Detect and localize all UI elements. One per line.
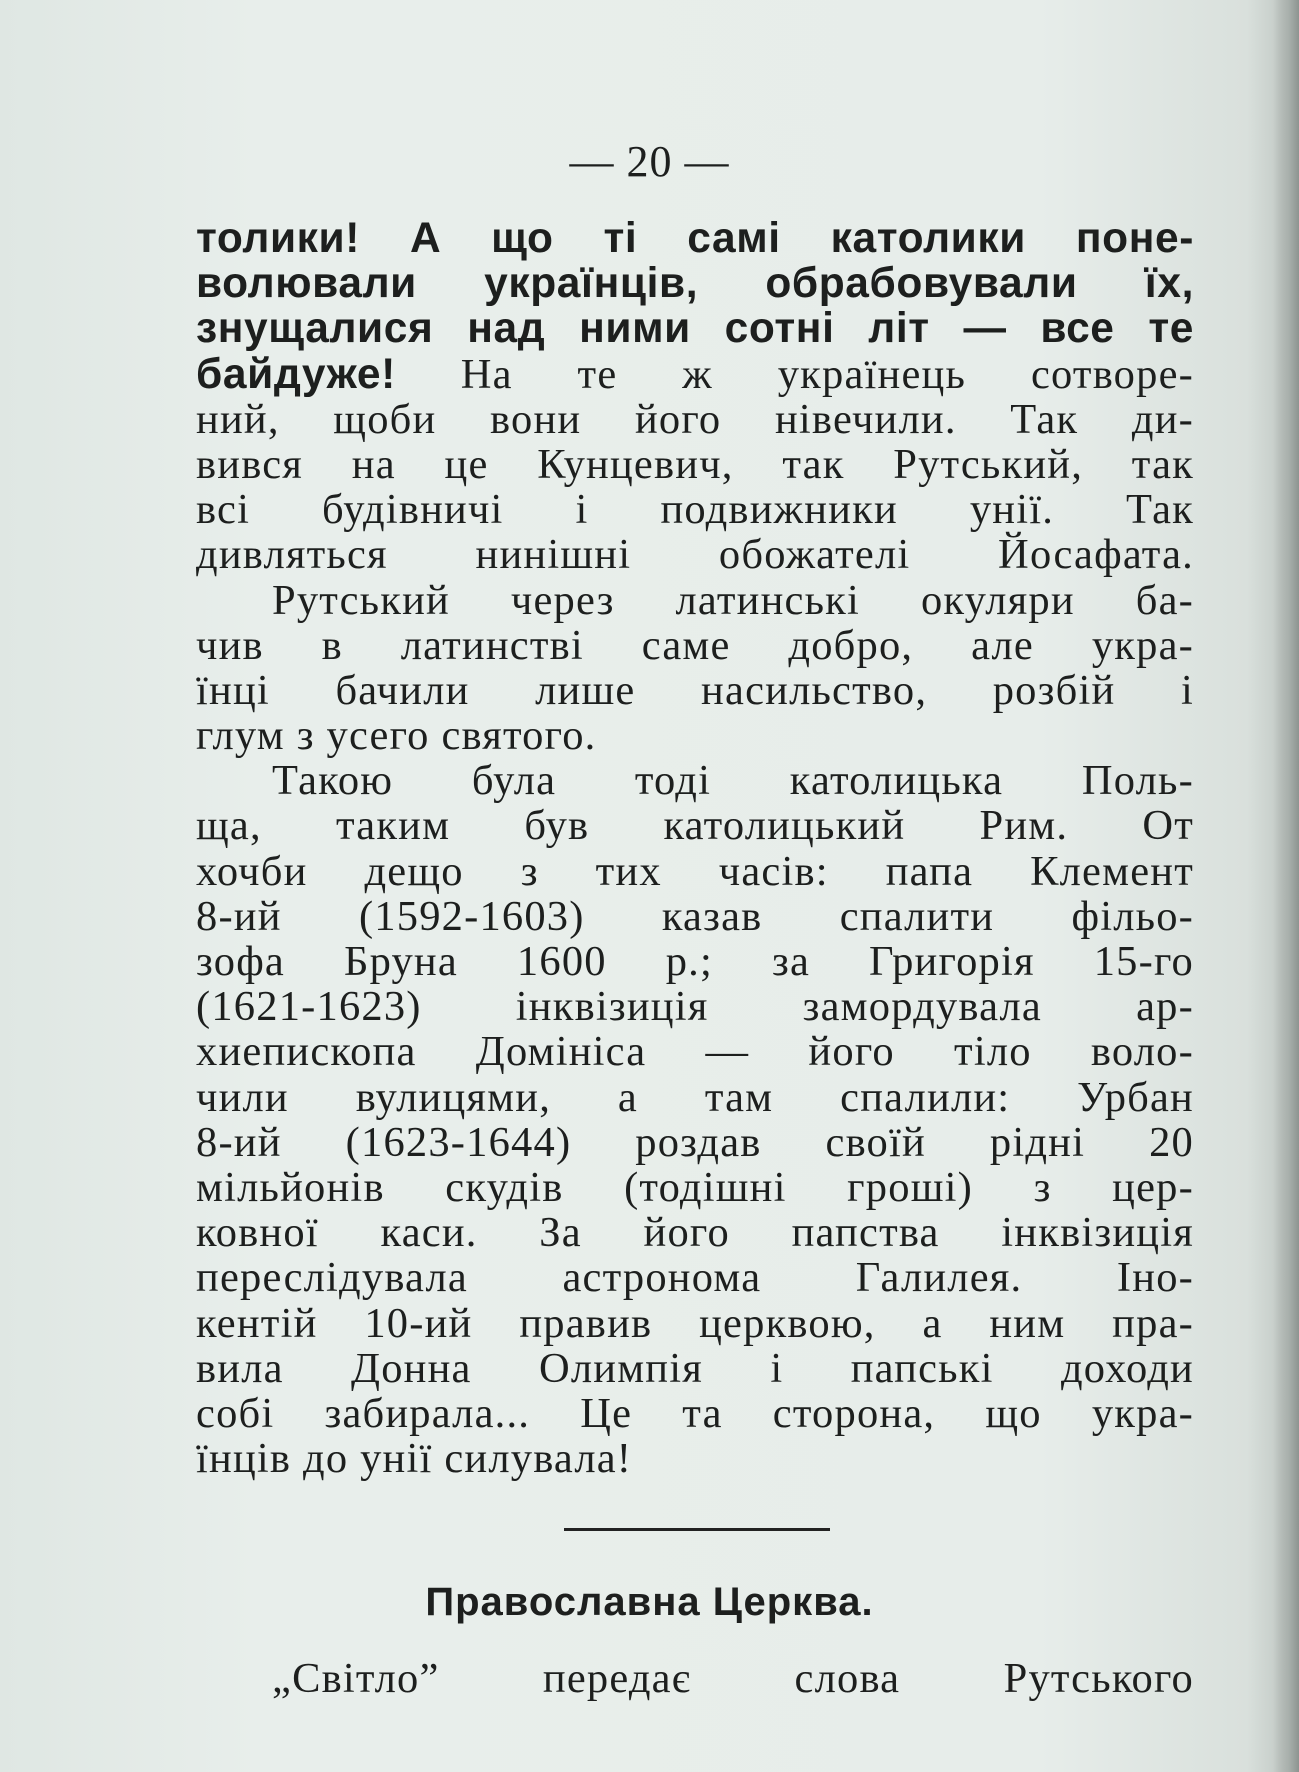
regular-text: ща, таким був католицький Рим. От bbox=[196, 802, 1194, 850]
regular-text: мільйонів скудів (тодішні гроші) з цер- bbox=[196, 1163, 1194, 1211]
regular-text: (1621-1623) інквізиція замордувала ар- bbox=[196, 983, 1194, 1031]
text-line-3 bbox=[196, 306, 1194, 351]
text-line-14 bbox=[196, 803, 1194, 848]
text-line-7 bbox=[196, 487, 1194, 532]
bold-text: волювали українців, обрабовували їх, bbox=[196, 260, 1194, 308]
regular-text: глум з усего святого. bbox=[196, 712, 597, 760]
text-line-5 bbox=[196, 397, 1194, 442]
text-line-25 bbox=[196, 1301, 1194, 1346]
page-number: — 20 — bbox=[569, 137, 730, 186]
text-line-26 bbox=[196, 1346, 1194, 1391]
regular-text: всі будівничі і подвижники унії. Так bbox=[196, 486, 1194, 534]
regular-text: 8-ий (1623-1644) роздав своїй рідні 20 bbox=[196, 1118, 1194, 1166]
text-line-23 bbox=[196, 1210, 1194, 1255]
regular-text: дивляться нинішні обожателі Йосафата. bbox=[196, 531, 1194, 579]
regular-text: Рутський через латинські окуляри ба- bbox=[272, 576, 1194, 624]
regular-text: зофа Бруна 1600 р.; за Григорія 15-го bbox=[196, 938, 1194, 985]
regular-text: вила Донна Олимпія і папські доходи bbox=[196, 1344, 1194, 1392]
text-line-18 bbox=[196, 984, 1194, 1029]
regular-text: їнців до унії силувала! bbox=[196, 1435, 633, 1483]
text-line-11 bbox=[196, 668, 1194, 713]
text-line-8 bbox=[196, 532, 1194, 577]
regular-text: ний, щоби вони його нівечили. Так ди- bbox=[196, 395, 1194, 443]
bold-text: знущалися над ними сотні літ — все те bbox=[196, 305, 1194, 353]
regular-text: їнці бачили лише насильство, розбій і bbox=[196, 666, 1194, 714]
section-divider bbox=[564, 1528, 830, 1531]
text-line-28 bbox=[196, 1436, 1194, 1481]
text-line-27 bbox=[196, 1391, 1194, 1436]
regular-text: хиепископа Домініса — його тіло воло- bbox=[196, 1028, 1194, 1076]
text-line-19 bbox=[196, 1029, 1194, 1074]
section-heading: Православна Церква. bbox=[425, 1580, 874, 1624]
regular-text: На те ж українець сотворе- bbox=[395, 350, 1194, 398]
text-line-1 bbox=[196, 216, 1194, 261]
text-line-13 bbox=[196, 758, 1194, 803]
text-line-4 bbox=[196, 352, 1194, 397]
body-text bbox=[196, 216, 1194, 1481]
text-line-15 bbox=[196, 849, 1194, 894]
text-line-10 bbox=[196, 623, 1194, 668]
bold-text: байдуже! bbox=[196, 350, 396, 398]
bold-text: толики! А що ті самі католики поне- bbox=[196, 215, 1194, 262]
paragraph-first-line: „Світло” передає слова Рутського bbox=[272, 1655, 1194, 1702]
regular-text: кентій 10-ий правив церквою, а ним пра- bbox=[196, 1299, 1194, 1347]
text-line-16 bbox=[196, 894, 1194, 939]
text-line-9 bbox=[196, 578, 1194, 623]
text-line-2 bbox=[196, 261, 1194, 306]
text-line-22 bbox=[196, 1165, 1194, 1210]
text-line-6 bbox=[196, 442, 1194, 487]
regular-text: собі забирала... Це та сторона, що укра- bbox=[196, 1389, 1194, 1437]
regular-text: хочби дещо з тих часів: папа Клемент bbox=[196, 847, 1194, 895]
page-edge-shadow bbox=[1273, 0, 1299, 1772]
regular-text: переслідувала астронома Галилея. Іно- bbox=[196, 1254, 1194, 1302]
regular-text: чив в латинстві саме добро, але укра- bbox=[196, 621, 1194, 669]
regular-text: Такою була тоді католицька Поль- bbox=[272, 757, 1194, 805]
text-line-20 bbox=[196, 1075, 1194, 1120]
regular-text: чили вулицями, а там спалили: Урбан bbox=[196, 1073, 1194, 1121]
text-line-24 bbox=[196, 1255, 1194, 1300]
regular-text: 8-ий (1592-1603) казав спалити фільо- bbox=[196, 892, 1194, 940]
text-line-12 bbox=[196, 713, 1194, 758]
text-line-21 bbox=[196, 1120, 1194, 1165]
regular-text: ковної каси. За його папства інквізиція bbox=[196, 1209, 1194, 1257]
text-line-17 bbox=[196, 939, 1194, 984]
regular-text: вився на це Кунцевич, так Рутський, так bbox=[196, 440, 1194, 488]
